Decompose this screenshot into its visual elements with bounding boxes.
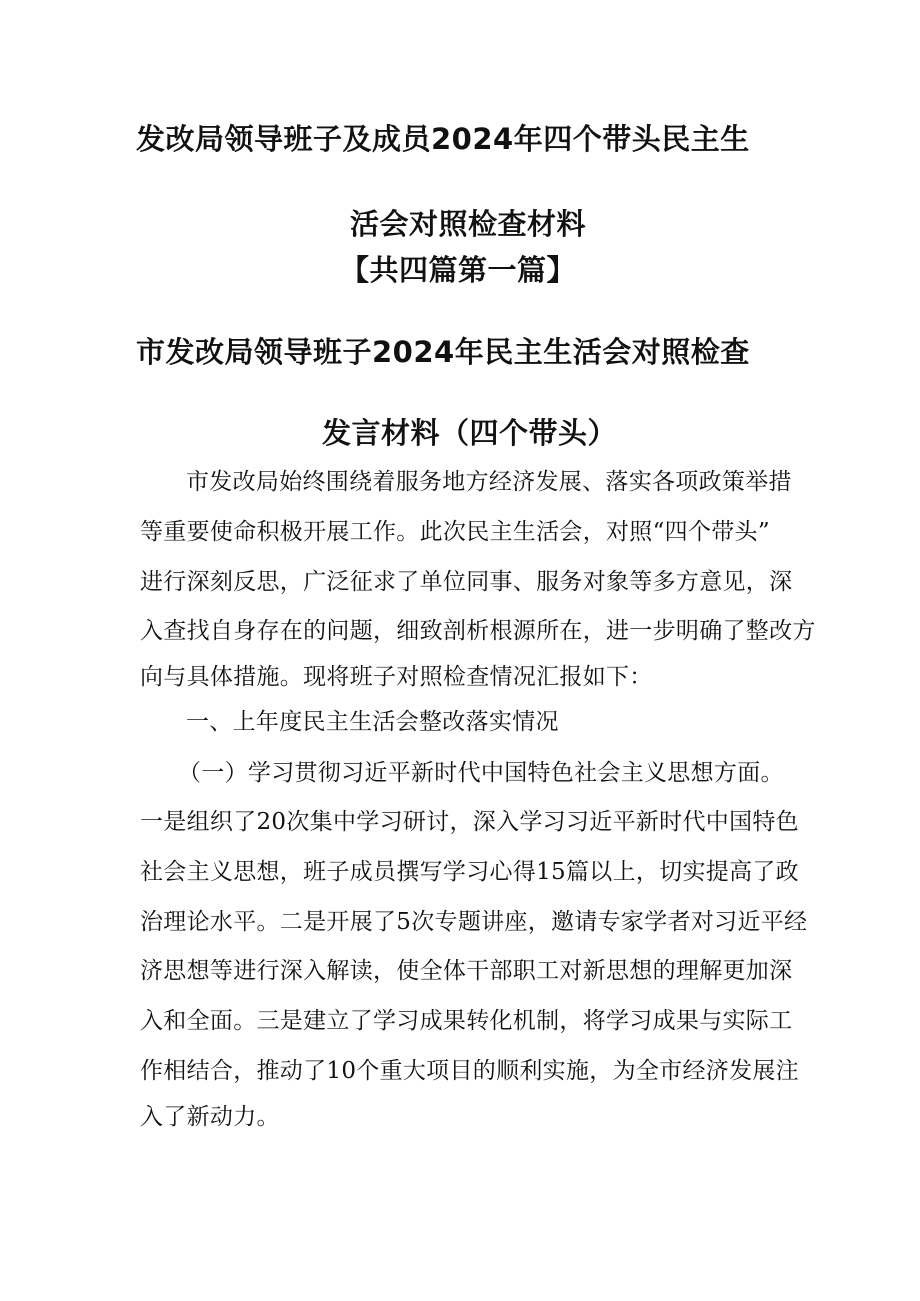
main-title-line-2: 活会对照检查材料 — [350, 207, 587, 241]
intro-line: 等重要使命积极开展工作。此次民主生活会，对照“四个带头” — [140, 519, 770, 545]
subsection-line: （一）学习贯彻习近平新时代中国特色社会主义思想方面。 — [178, 760, 784, 786]
intro-line: 市发改局始终围绕着服务地方经济发展、落实各项政策举措 — [186, 469, 792, 495]
subsection-line: 一是组织了20次集中学习研讨，深入学习习近平新时代中国特色 — [140, 809, 799, 835]
section-heading: 一、上年度民主生活会整改落实情况 — [186, 709, 559, 735]
subsection-line: 入了新动力。 — [140, 1104, 280, 1130]
sub-title-line-1: 市发改局领导班子2024年民主生活会对照检查 — [136, 335, 750, 369]
intro-line: 进行深刻反思，广泛征求了单位同事、服务对象等多方意见，深 — [140, 569, 793, 595]
subsection-line: 治理论水平。二是开展了5次专题讲座，邀请专家学者对习近平经 — [140, 909, 808, 935]
subsection-line: 济思想等进行深入解读，使全体干部职工对新思想的理解更加深 — [140, 958, 793, 984]
subsection-line: 作相结合，推动了10个重大项目的顺利实施，为全市经济发展注 — [140, 1058, 799, 1084]
sub-title-line-2: 发言材料（四个带头） — [322, 416, 618, 450]
main-title-line-1: 发改局领导班子及成员2024年四个带头民主生 — [136, 122, 750, 156]
intro-line: 向与具体措施。现将班子对照检查情况汇报如下： — [140, 664, 653, 690]
intro-line: 入查找自身存在的问题，细致剖析根源所在，进一步明确了整改方 — [140, 618, 816, 644]
main-title-part-indicator: 【共四篇第一篇】 — [340, 253, 577, 287]
subsection-line: 入和全面。三是建立了学习成果转化机制，将学习成果与实际工 — [140, 1008, 793, 1034]
subsection-line: 社会主义思想，班子成员撰写学习心得15篇以上，切实提高了政 — [140, 859, 799, 885]
